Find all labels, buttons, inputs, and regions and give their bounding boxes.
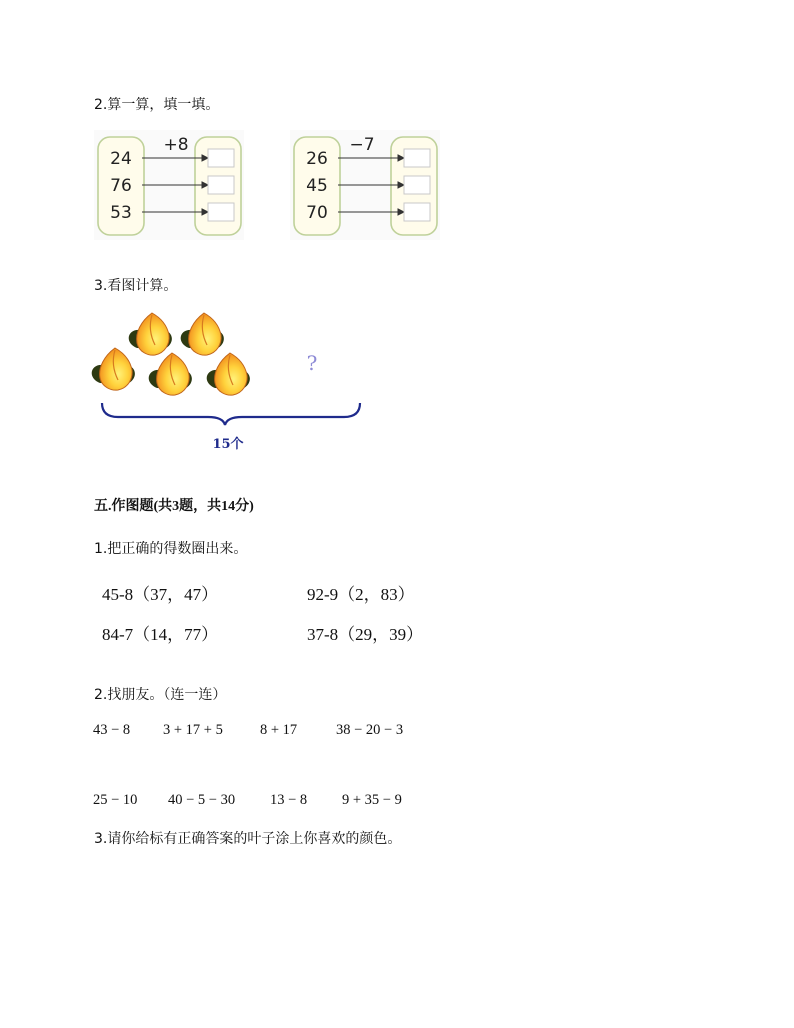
section-5-question-1-title: 1.把正确的得数圈出来。	[94, 541, 248, 557]
bottom-expression-1: 25 − 10	[93, 792, 138, 808]
right-answer-box-3[interactable]	[404, 203, 430, 221]
bottom-expression-3: 13 − 8	[270, 792, 308, 808]
peach-4	[149, 353, 192, 395]
left-number-2: 76	[110, 176, 132, 196]
circle-item-1: 45-8（37，47）	[102, 585, 219, 604]
section-5-question-2-title: 2.找朋友。（连一连）	[94, 687, 227, 703]
arrow-fill-diagram	[94, 130, 440, 240]
left-answer-box-1[interactable]	[208, 149, 234, 167]
circle-item-2: 92-9（2，83）	[307, 585, 415, 604]
question-mark: ?	[306, 351, 318, 375]
top-expression-3: 8 + 17	[260, 722, 298, 738]
curly-brace	[102, 403, 360, 425]
right-number-1: 26	[306, 149, 328, 169]
peach-3	[92, 348, 135, 390]
right-number-2: 45	[306, 176, 328, 196]
left-answer-box-3[interactable]	[208, 203, 234, 221]
left-number-1: 24	[110, 149, 132, 169]
bottom-expression-4: 9 + 35 − 9	[342, 792, 402, 808]
left-panel	[94, 130, 244, 240]
top-expression-4: 38 − 20 − 3	[336, 722, 404, 738]
question-2-title: 2.算一算，填一填。	[94, 97, 220, 113]
section-5-question-3-title: 3.请你给标有正确答案的叶子涂上你喜欢的颜色。	[94, 831, 402, 847]
right-answer-box-1[interactable]	[404, 149, 430, 167]
peach-1	[129, 313, 172, 355]
right-number-3: 70	[306, 203, 328, 223]
right-answer-box-2[interactable]	[404, 176, 430, 194]
question-3-title: 3.看图计算。	[94, 278, 178, 294]
peach-5	[207, 353, 250, 395]
right-operation-label: −7	[349, 135, 375, 155]
top-expression-1: 43 − 8	[93, 722, 131, 738]
circle-item-4: 37-8（29，39）	[307, 625, 424, 644]
left-number-3: 53	[110, 203, 132, 223]
peach-2	[181, 313, 224, 355]
left-answer-box-2[interactable]	[208, 176, 234, 194]
right-panel	[290, 130, 440, 240]
section-5-title: 五.作图题(共3题，共14分)	[94, 499, 254, 514]
left-operation-label: +8	[163, 135, 189, 155]
bottom-expression-2: 40 − 5 − 30	[168, 792, 236, 808]
circle-item-3: 84-7（14，77）	[102, 625, 219, 644]
brace-label: 15个	[212, 437, 244, 452]
top-expression-2: 3 + 17 + 5	[163, 722, 223, 738]
peach-picture	[88, 305, 378, 457]
